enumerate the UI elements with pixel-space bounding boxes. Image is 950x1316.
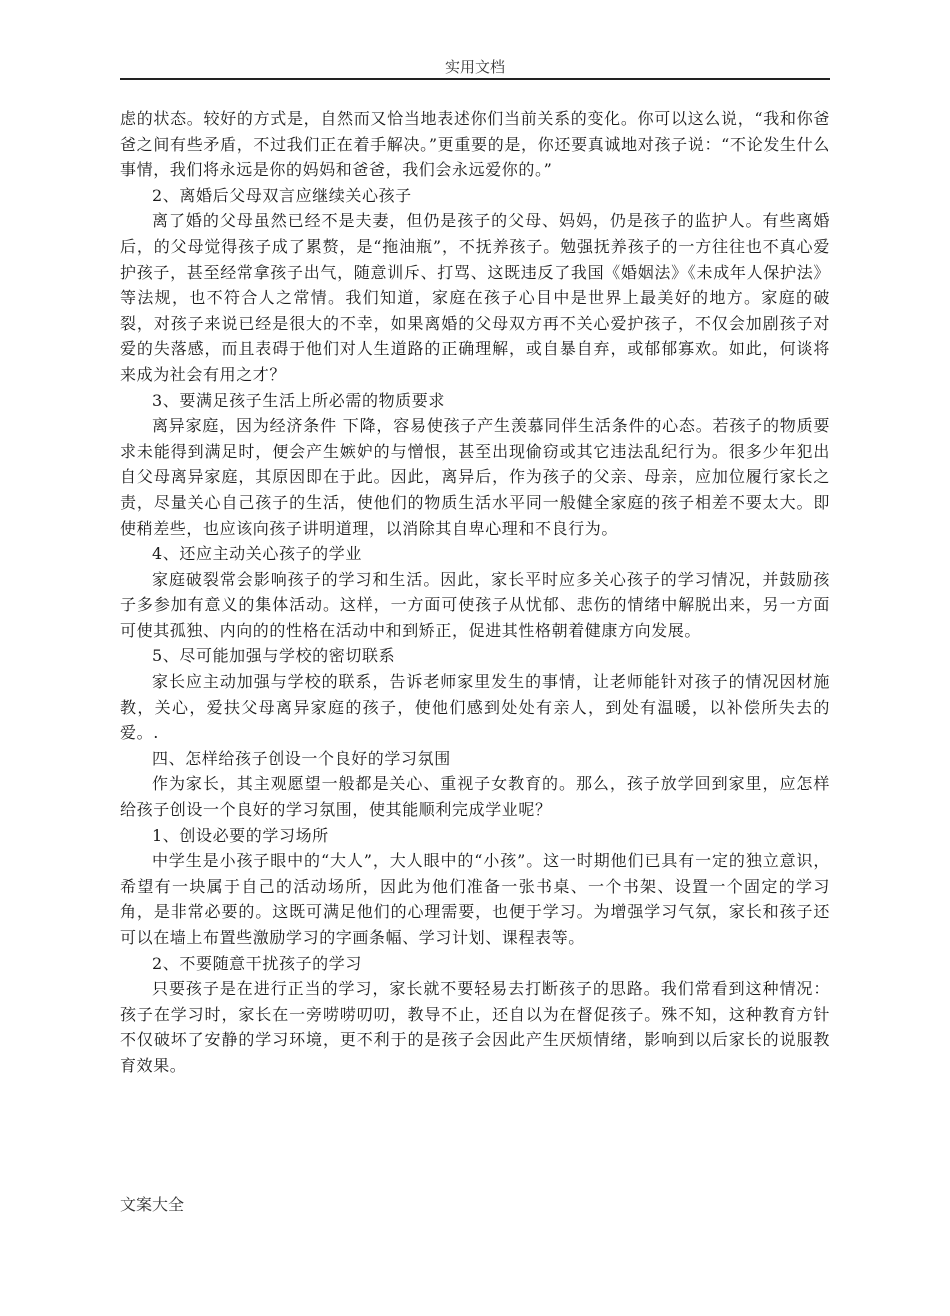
document-body	[120, 106, 830, 1079]
section-heading: 3、要满足孩子生活上所必需的物质要求	[152, 390, 445, 410]
paragraph: 家长应主动加强与学校的联系，告诉老师家里发生的事情，让老师能针对孩子的情况因材施教，关心，爱扶父母离异家庭的孩子，使他们感到处处有亲人，到处有温暖，以补偿所失去的爱。.	[120, 672, 830, 743]
paragraph: 离了婚的父母虽然已经不是夫妻，但仍是孩子的父母、妈妈，仍是孩子的监护人。有些离婚后，的父母觉得孩子成了累赘，是“拖油瓶”，不抚养孩子。勉强抚养孩子的一方往往也不真心爱护孩子，甚至经常拿孩子出气，随意训斥、打骂、这既违反了我国《婚姻法》《未成年人保护法》等法规，也不符合人之常情。我们知道，家庭在孩子心目中是世界上最美好的地方。家庭的破裂，对孩子来说已经是很大的不幸，如果离婚的父母双方再不关心爱护孩子，不仅会加剧孩子对爱的失落感，而且表碍于他们对人生道路的正确理解，或自暴自弃，或郁郁寡欢。如此，何谈将来成为社会有用之才？	[120, 211, 830, 384]
section-heading: 2、离婚后父母双言应继续关心孩子	[152, 185, 412, 205]
page-footer: 文案大全	[120, 1195, 185, 1214]
paragraph: 只要孩子是在进行正当的学习，家长就不要轻易去打断孩子的思路。我们常看到这种情况：孩子在学习时，家长在一旁唠唠叨叨，教导不止，还自以为在督促孩子。殊不知，这种教育方针不仅破坏了安静的学习环境，更不利于的是孩子会因此产生厌烦情绪，影响到以后家长的说服教育效果。	[120, 979, 830, 1075]
paragraph: 家庭破裂常会影响孩子的学习和生活。因此，家长平时应多关心孩子的学习情况，并鼓励孩子多参加有意义的集体活动。这样，一方面可使孩子从忧郁、悲伤的情绪中解脱出来，另一方面可使其孤独、内向的的性格在活动中和到矫正，促进其性格朝着健康方向发展。	[120, 569, 830, 640]
section-heading: 1、创设必要的学习场所	[152, 825, 329, 845]
paragraph: 作为家长，其主观愿望一般都是关心、重视子女教育的。那么，孩子放学回到家里，应怎样给孩子创设一个良好的学习氛围，使其能顺利完成学业呢？	[120, 774, 830, 820]
paragraph: 离异家庭，因为经济条件 下降，容易使孩子产生羡慕同伴生活条件的心态。若孩子的物质要求未能得到满足时，便会产生嫉妒的与憎恨，甚至出现偷窃或其它违法乱纪行为。很多少年犯出自父母离异家庭，其原因即在于此。因此，离异后，作为孩子的父亲、母亲，应加位履行家长之责，尽量关心自己孩子的生活，使他们的物质生活水平同一般健全家庭的孩子相差不要太大。即使稍差些，也应该向孩子讲明道理，以消除其自卑心理和不良行为。	[120, 416, 830, 538]
section-heading: 2、不要随意干扰孩子的学习	[152, 953, 362, 973]
chapter-heading: 四、怎样给孩子创设一个良好的学习氛围	[152, 748, 451, 768]
header-divider	[120, 78, 830, 80]
section-heading: 4、还应主动关心孩子的学业	[152, 544, 362, 564]
section-heading: 5、尽可能加强与学校的密切联系	[152, 646, 396, 666]
paragraph-continuation: 虑的状态。较好的方式是，自然而又恰当地表述你们当前关系的变化。你可以这么说，“我和你爸爸之间有些矛盾，不过我们正在着手解决。”更重要的是，你还要真诚地对孩子说：“不论发生什么事情，我们将永远是你的妈妈和爸爸，我们会永远爱你的。”	[120, 109, 830, 180]
paragraph: 中学生是小孩子眼中的“大人”，大人眼中的“小孩”。这一时期他们已具有一定的独立意识，希望有一块属于自己的活动场所，因此为他们准备一张书桌、一个书架、设置一个固定的学习角，是非常必要的。这既可满足他们的心理需要，也便于学习。为增强学习气氛，家长和孩子还可以在墙上布置些激励学习的字画条幅、学习计划、课程表等。	[120, 851, 830, 947]
page-header: 实用文档	[444, 58, 505, 76]
